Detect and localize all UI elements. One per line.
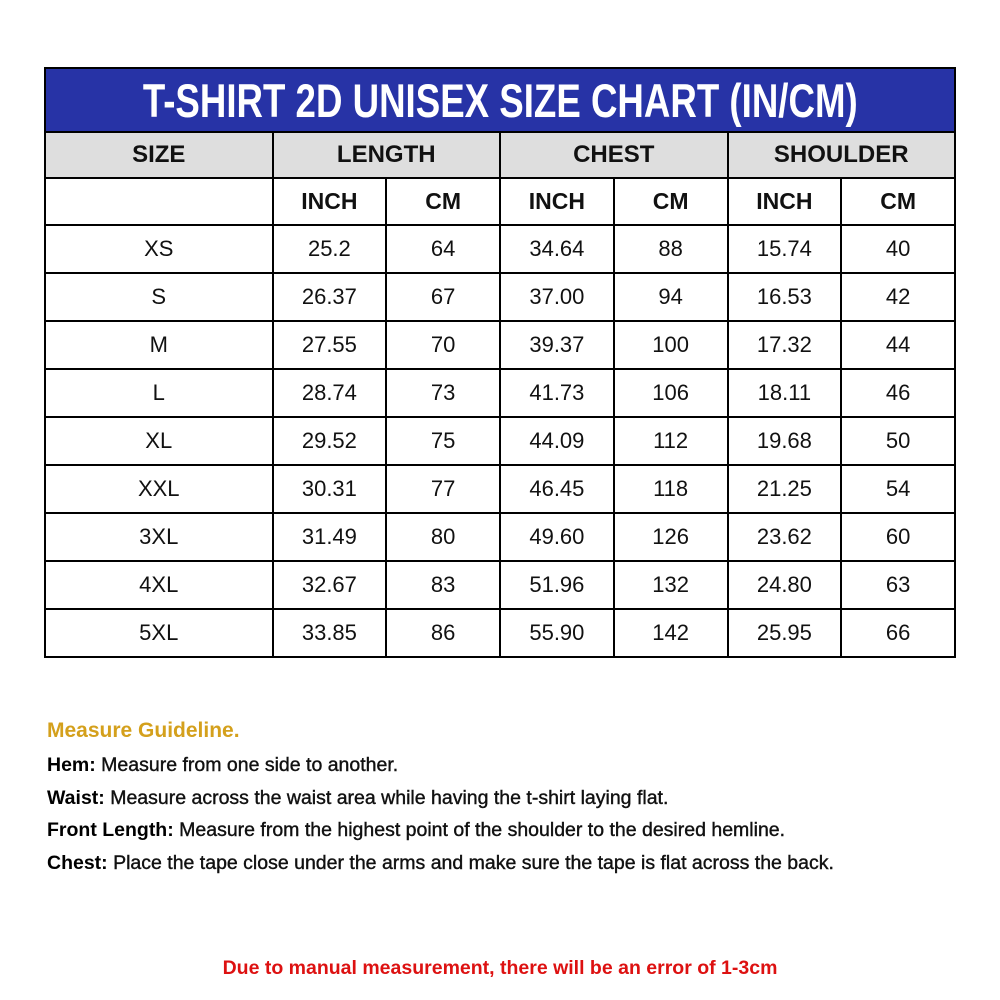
measurement-cell: 42: [841, 273, 955, 321]
measurement-cell: 86: [386, 609, 500, 657]
measurement-cell: 60: [841, 513, 955, 561]
measurement-cell: 39.37: [500, 321, 614, 369]
measurement-cell: 16.53: [728, 273, 842, 321]
page-title: T-SHIRT 2D UNISEX SIZE CHART (IN/CM): [142, 73, 858, 127]
measurement-cell: 66: [841, 609, 955, 657]
table-row: [45, 513, 955, 561]
measurement-cell: 37.00: [500, 273, 614, 321]
size-cell: 4XL: [45, 561, 273, 609]
guideline-item: [47, 819, 957, 852]
guideline-text: Measure across the waist area while having the t-shirt laying flat.: [104, 786, 669, 809]
measurement-cell: 46: [841, 369, 955, 417]
measurement-cell: 25.95: [728, 609, 842, 657]
measurement-cell: 18.11: [728, 369, 842, 417]
measurement-cell: 75: [386, 417, 500, 465]
guideline-text: Measure from the highest point of the shoulder to the desired hemline.: [173, 819, 786, 841]
table-unit-row: [45, 178, 955, 225]
measurement-cell: 126: [614, 513, 728, 561]
measurement-cell: 32.67: [273, 561, 387, 609]
guideline-text: Place the tape close under the arms and make sure the tape is flat across the back.: [107, 851, 834, 874]
table-row: [45, 465, 955, 513]
column-header-shoulder: SHOULDER: [728, 132, 956, 178]
size-table-body: [45, 225, 955, 657]
title-bar: [44, 67, 956, 131]
measurement-cell: 49.60: [500, 513, 614, 561]
guideline-text: Measure from one side to another.: [95, 754, 399, 776]
guideline-item: [47, 852, 957, 885]
measurement-cell: 50: [841, 417, 955, 465]
measurement-cell: 142: [614, 609, 728, 657]
size-cell: 5XL: [45, 609, 273, 657]
measurement-cell: 29.52: [273, 417, 387, 465]
measure-guideline-section: [47, 719, 957, 884]
measurement-cell: 70: [386, 321, 500, 369]
table-row: [45, 561, 955, 609]
table-row: [45, 225, 955, 273]
measurement-cell: 44: [841, 321, 955, 369]
column-header-length: LENGTH: [273, 132, 501, 178]
measurement-cell: 41.73: [500, 369, 614, 417]
measurement-cell: 118: [614, 465, 728, 513]
table-row: [45, 417, 955, 465]
column-header-chest: CHEST: [500, 132, 728, 178]
measurement-cell: 51.96: [500, 561, 614, 609]
table-row: [45, 369, 955, 417]
measurement-cell: 33.85: [273, 609, 387, 657]
guideline-label: Hem:: [47, 754, 96, 776]
measurement-cell: 80: [386, 513, 500, 561]
guideline-label: Chest:: [47, 851, 108, 874]
measurement-cell: 34.64: [500, 225, 614, 273]
unit-header-cm: CM: [386, 178, 500, 225]
column-header-size: SIZE: [45, 132, 273, 178]
unit-header-cm: CM: [614, 178, 728, 225]
unit-header-empty: [45, 178, 273, 225]
measurement-cell: 112: [614, 417, 728, 465]
measurement-cell: 21.25: [728, 465, 842, 513]
measurement-cell: 106: [614, 369, 728, 417]
guideline-label: Waist:: [47, 786, 105, 809]
measurement-cell: 31.49: [273, 513, 387, 561]
measurement-cell: 67: [386, 273, 500, 321]
unit-header-inch: INCH: [500, 178, 614, 225]
measurement-cell: 28.74: [273, 369, 387, 417]
measurement-cell: 94: [614, 273, 728, 321]
table-row: [45, 321, 955, 369]
measurement-cell: 24.80: [728, 561, 842, 609]
unit-header-inch: INCH: [728, 178, 842, 225]
measurement-cell: 30.31: [273, 465, 387, 513]
measurement-cell: 27.55: [273, 321, 387, 369]
measurement-cell: 100: [614, 321, 728, 369]
guideline-item: [47, 754, 957, 787]
size-cell: XL: [45, 417, 273, 465]
guideline-label: Front Length:: [47, 819, 174, 841]
measurement-cell: 88: [614, 225, 728, 273]
measurement-cell: 77: [386, 465, 500, 513]
size-cell: 3XL: [45, 513, 273, 561]
measurement-cell: 83: [386, 561, 500, 609]
measurement-cell: 19.68: [728, 417, 842, 465]
table-header-row: [45, 132, 955, 178]
measurement-error-note: Due to manual measurement, there will be an error of 1-3cm: [222, 957, 778, 979]
size-chart-table: [44, 131, 956, 658]
measurement-cell: 15.74: [728, 225, 842, 273]
size-cell: S: [45, 273, 273, 321]
measurement-cell: 40: [841, 225, 955, 273]
measurement-cell: 26.37: [273, 273, 387, 321]
unit-header-inch: INCH: [273, 178, 387, 225]
measurement-cell: 46.45: [500, 465, 614, 513]
size-cell: XS: [45, 225, 273, 273]
measurement-cell: 132: [614, 561, 728, 609]
measurement-cell: 55.90: [500, 609, 614, 657]
table-row: [45, 609, 955, 657]
guideline-list: [47, 754, 957, 884]
measurement-cell: 17.32: [728, 321, 842, 369]
table-row: [45, 273, 955, 321]
size-cell: M: [45, 321, 273, 369]
size-cell: L: [45, 369, 273, 417]
measurement-cell: 64: [386, 225, 500, 273]
guideline-heading: Measure Guideline.: [47, 719, 240, 742]
measurement-cell: 73: [386, 369, 500, 417]
measurement-cell: 54: [841, 465, 955, 513]
unit-header-cm: CM: [841, 178, 955, 225]
guideline-item: [47, 787, 957, 820]
measurement-cell: 25.2: [273, 225, 387, 273]
measurement-cell: 23.62: [728, 513, 842, 561]
size-cell: XXL: [45, 465, 273, 513]
measurement-cell: 44.09: [500, 417, 614, 465]
measurement-cell: 63: [841, 561, 955, 609]
